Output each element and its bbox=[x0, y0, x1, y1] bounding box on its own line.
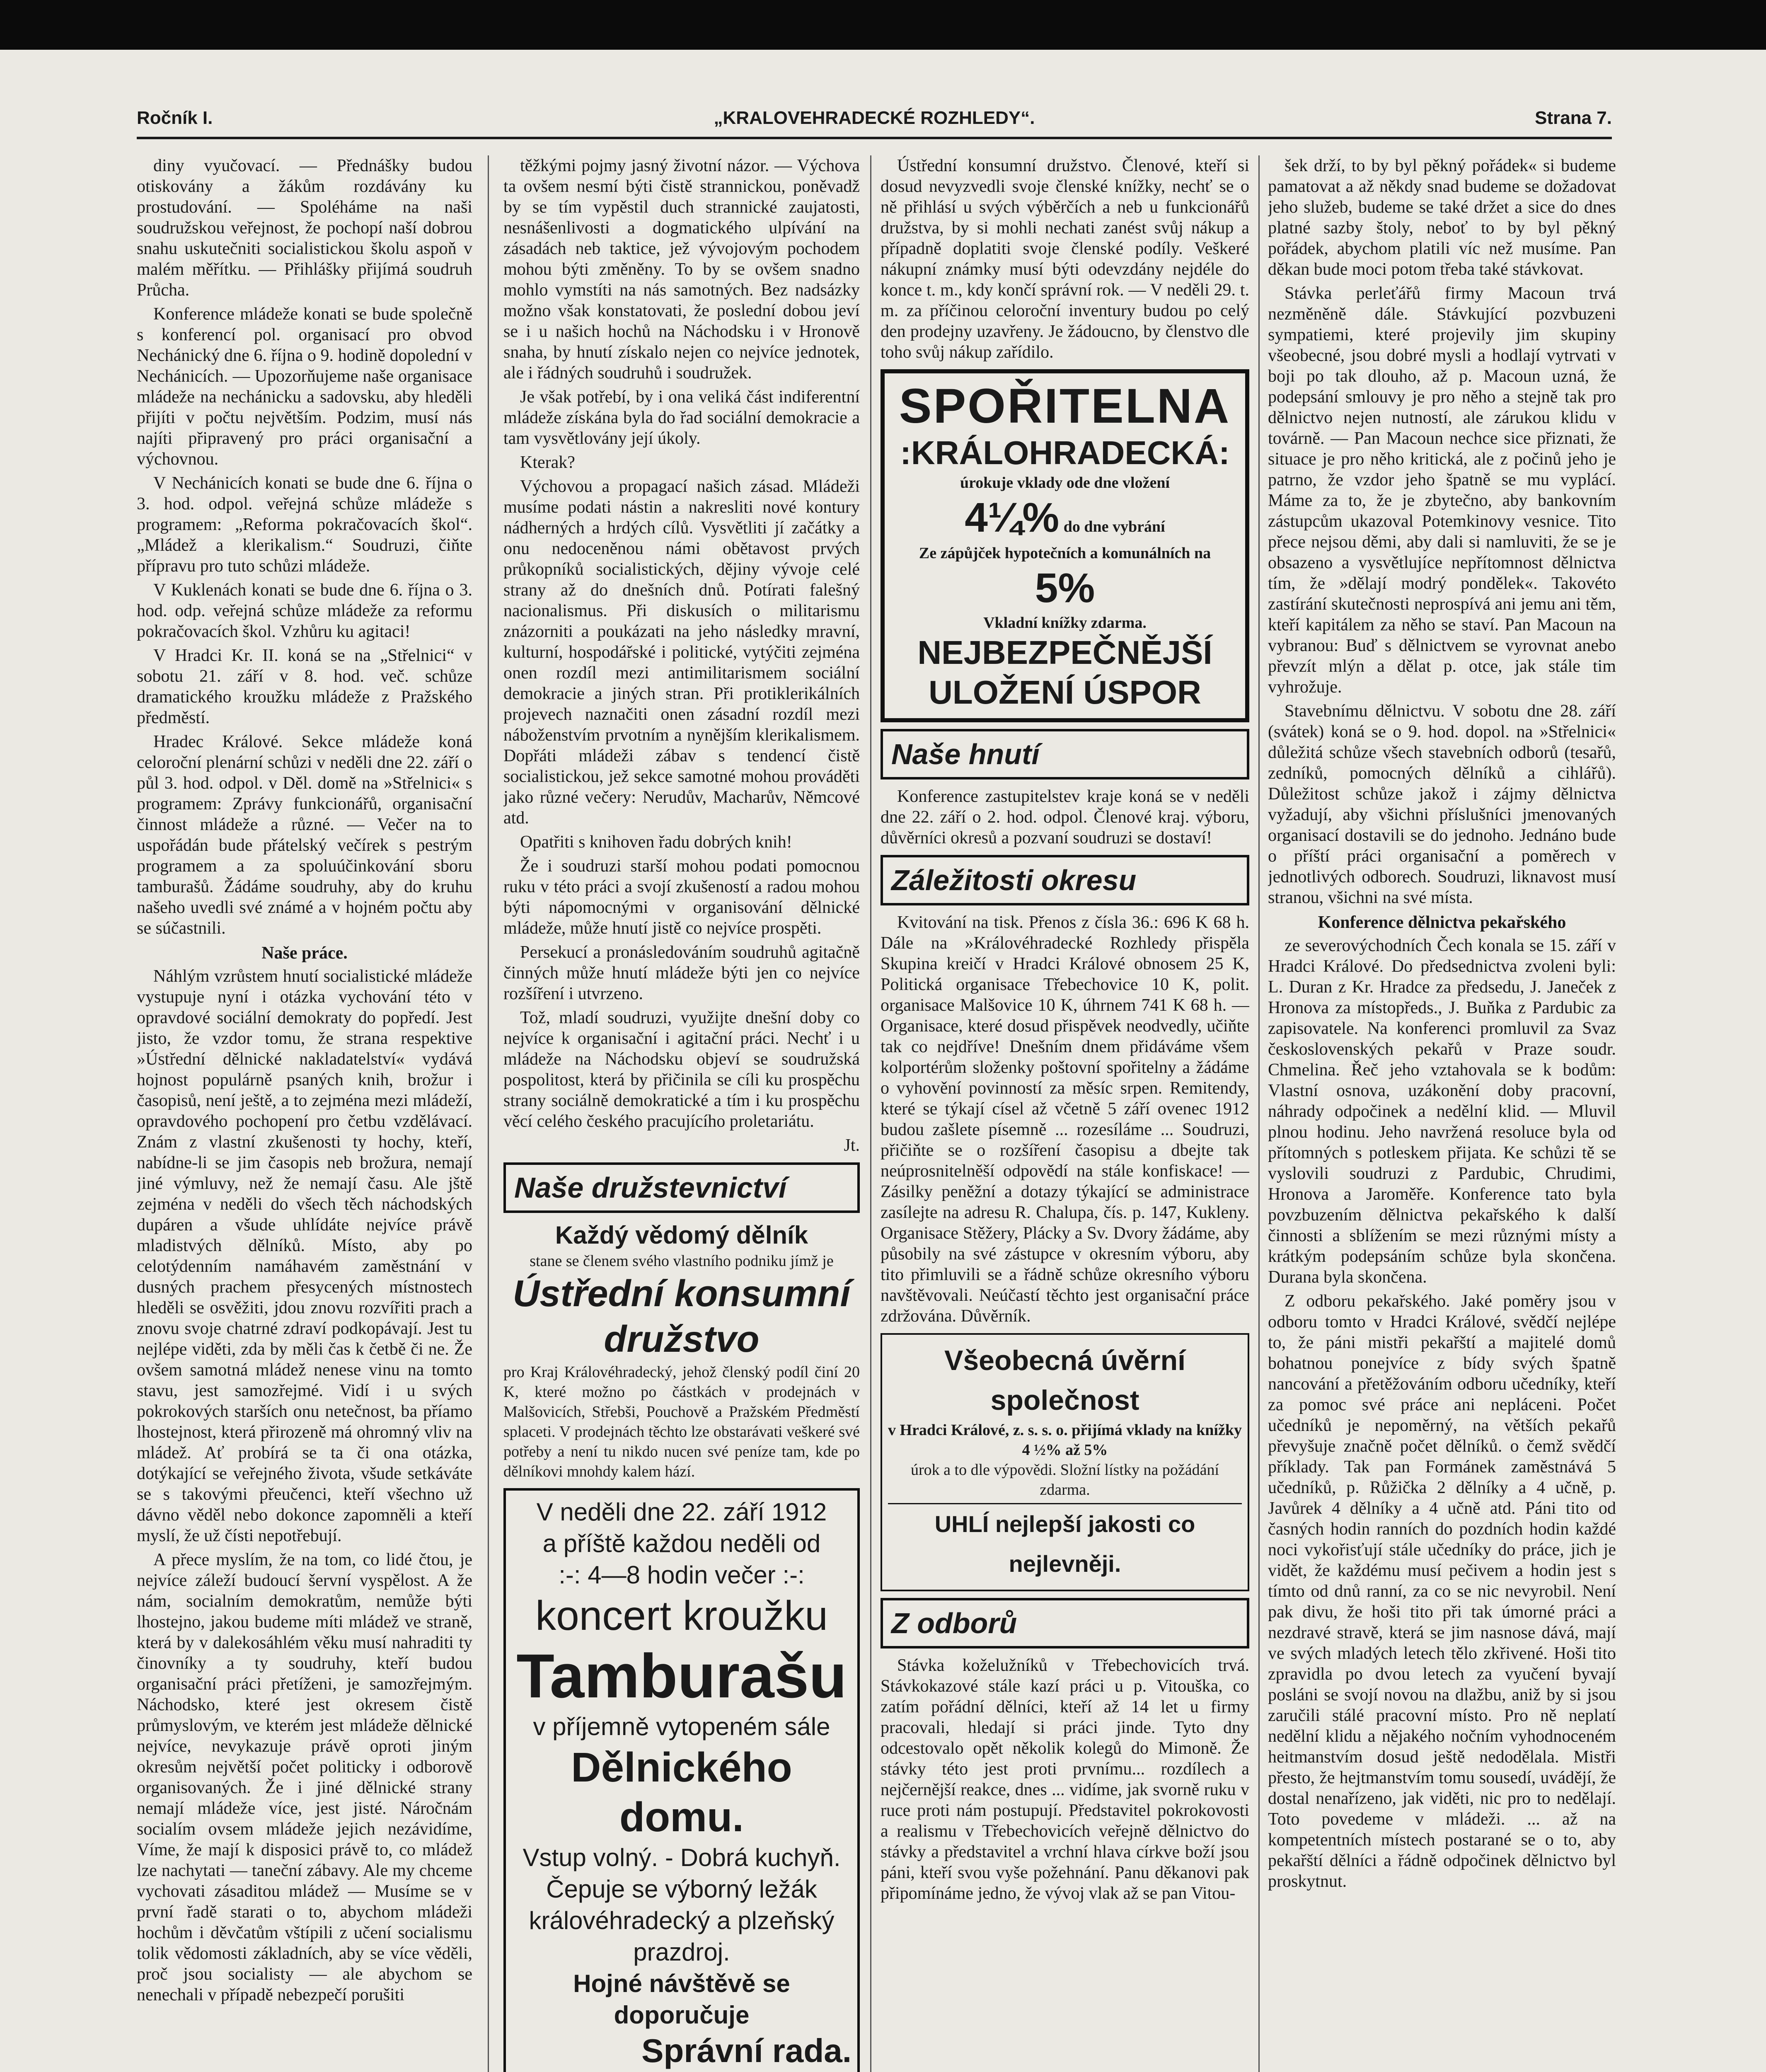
article-paragraph: Náhlým vzrůstem hnutí socialistické mládeže vystupuje nyní i otázka vychování této v opravdové sociální demokraty do popředí. Jest jisto, že vzdor tomu, že strana respektive »Ústřední dělnické nakladatelství« vydává hojnost populárně psaných knih, brožur i časopisů, není ještě, a to zejména mezi mládeží, opravdového pochopení pro četbu vzdělávací. Znám z vlastní zkušenosti ty hochy, kteří, nabídne-li se jim časopis neb brožura, nemají jiné výmluvy, než že nemají času. Ale jště zejména v neděli do všech těch náchodských dupáren a všude uhlídáte nejvíce právě mladistvých dělníků. Místo, aby po celotýdenním namáhavém zaměstnání v dusných prachem přesycených místnostech hleděli se osvěžiti, jdou znovu rozvířiti prach a znovu svoje chatrné zdraví podkopávají. Jest tu nejlépe viděti, zda by měli čas k četbě či ne. Že ovšem samotná mládež nenese vinu na tomto stavu, jest samozřejmé. Vidí i u svých pokrokových starších onu netečnost, ba příamo lhostejnost, která přirozeně má ohromný vliv na mládež. Ať probírá se ta či ona otázka, dotýkající se veřejného života, všude setkáváte se s takovými přeučenci, kteří všechno už dávno věděl nebo dokonce zapomněli a kteří myslí, že už čísti nepotřebují. bbox=[137, 967, 472, 1545]
article-paragraph: V Nechánicích konati se bude dne 6. října o 3. hod. odpol. veřejná schůze mládeže s programem: „Reforma pokračovacích škol“. „Mládež a klerikalism.“ Soudruzi, čiňte přípravu pro tuto schůzi mládeže. bbox=[137, 474, 472, 576]
article-paragraph: Kvitování na tisk. Přenos z čísla 36.: 696 K 68 h. Dále na »Královéhradecké Rozhledy přispěla Skupina kreičí v Hradci Králové obnosem 25 K, Politická organisace Třebechovice 10 K, polit. organisace Malšovice 10 K, úhrnem 741 K 68 h. — Organisace, které dosud přispěvek neodvedly, učiňte tak co nejdříve! Dnešním dnem přidáváme všem kolportérům složenky poštovní spořitelny a žádáme o vyhovění povinností za měsíc srpen. Remitendy, které se týkají císel až včetně 5 září ovenec 1912 budou zašlete písemně ... rozesíláme ... Soudruzi, přičiňte se o rozšíření časopisu a dbejte tak neúprosnitelněší odpovědí na stále konfiskace! — Zásilky peněžní a dotazy týkající se administrace zasílejte na adresu R. Chalupa, čís. p. 147, Kukleny. Organisace Stěžery, Plácky a Sv. Dvory žádáme, aby působily na své zástupce v okresním výboru, aby tito přimluvili se a řádně schůze okresního výboru navštěvovali. Neúčastí těchto jest organisační práce zdržována. Důvěrník. bbox=[881, 913, 1249, 1326]
article-paragraph: Stávka koželužníků v Třebechovicích trvá. Stávkokazové stále kazí práci u p. Vitouška, co zatím pořádní dělníci, kteří až 14 let u firmy pracovali, hledají si práci jinde. Tyto dny odcestovalo opět několik kolegů do Mimoně. Že stávky této jest proti prvnímu... rozdílech a nejčernější reakce, dnes ... vidíme, jak svorně ruku v ruce proti nám postupují. Představitel pokrokovosti a realismu v Třebechovicích veřejně dělnictvo do stávky a představitel a vrchní hlava církve boží jsou páni, kteří svou vyše požehnání. Panu děkanovi pak připomínáme jedno, že vývoj vlak až se pan Vitou- bbox=[881, 1656, 1249, 1903]
article-signature: Jt. bbox=[844, 1136, 860, 1155]
advert-line: stane se členem svého vlastního podniku jímž je bbox=[530, 1252, 834, 1270]
column-3 bbox=[881, 155, 1249, 2072]
article-paragraph: Výchovou a propagací našich zásad. Mládeži musíme podati nástin a nakresliti nové kontury nádherných a hrdých cílů. Vysvětliti jí začátky a onu nedoceněnou námi obětavost prvých průkopníků socialistických, dějiny vývoje celé strany až do dnešních dnů. Potírati falešný nacionalismus. Při diskusích o militarismu znázorniti a poukázati na jeho následky mravní, kulturní, hospodářské i politické, vytýčiti zejména onen rozdíl mezi antimilitarismem sociální demokracie a jiných stran. Při protiklerikálních projevech naznačiti onen zásadní rozdíl mezi náboženstvím prvotním a nynějším klerikalismem. Dopřáti mládeži zábav s tendencí čistě socialistickou, jež sekce samotné mohou prováděti jako různé večery: Nerudův, Macharův, Němcové atd. bbox=[503, 477, 860, 828]
scan-top-border bbox=[0, 0, 1766, 50]
section-header-movement: Naše hnutí bbox=[881, 729, 1249, 779]
article-paragraph: šek drží, to by byl pěkný pořádek« si budeme pamatovat a až někdy snad budeme se dožadovat jeho služeb, budeme se také držet a sice do dnes platné sazby štoly, neboť to by byl pěkný pořádek, abychom platili víc než musíme. Pan děkan bude moci potom třeba také stávkovat. bbox=[1268, 156, 1616, 279]
advert-line: Vstup volný. - Dobrá kuchyň. bbox=[523, 1844, 841, 1871]
page-header bbox=[137, 104, 1612, 141]
advert-signature: Správní rada. bbox=[641, 2032, 852, 2069]
advert-credit-society bbox=[881, 1333, 1249, 1591]
article-paragraph: A přece myslím, že na tom, co lidé čtou, je nejvíce záleží budoucí šervní vyspělost. A že nám, socialním demokratům, nemůže býti lhostejno, jakou budeme míti mládež ve straně, která by v dalekosáhlém věku musí nahraditi ty činovníky a ty soudruhy, kteří budou organisační práci přetíženi, je samozřejmým. Náchodsko, které jest okresem čistě průmyslovým, ve kterém jest mládeže dělnické nejvíce, nevykazuje právě oproti jiným okresům největší počet politicky i odborově organisovaných. Že i jiné dělnické strany nemají mládeže více, jest jisté. Náročnám socialím ovsem mládeže jejich nezávidíme, Víme, že mají k disposici právě to, co mládež lze nachytati — taneční zábavy. Ale my chceme vychovati zásaditou mládež — Musíme se v první řadě starati o to, abychom mládeži hochům i děvčatům vštípili z učení socialismu tolik vědomosti základních, aby se více věděli, proč jsou socialisty — ale abychom se nenechali v případě nebezpečí porušiti bbox=[137, 1550, 472, 2004]
article-paragraph: V Kuklenách konati se bude dne 6. října o 3. hod. odp. veřejná schůze mládeže za reformu pokračovacích škol. Vzhůru ku agitaci! bbox=[137, 581, 472, 641]
article-paragraph: diny vyučovací. — Přednášky budou otiskovány a žákům rozdávány ku prostudování. — Spoléháme na naši soudružskou veřejnost, že pochopí naší dobrou snahu uskutečniti socialistickou školu aspoň v malém měřítku. — Přihlášky přijímá soudruh Průcha. bbox=[137, 156, 472, 300]
advert-slogan: ULOŽENÍ ÚSPOR bbox=[929, 674, 1201, 711]
advert-line: Vkladní knížky zdarma. bbox=[983, 614, 1147, 632]
advert-body: pro Kraj Královéhradecký, jehož členský podíl činí 20 K, které možno po částkách v prodejnách v Malšovicích, Střebši, Pouchově a Pražském Předměstí splaceti. V prodejnách těchto lze obstarávati veškeré své potřeby a není tu nikdo nucen své peníze tam, kde po dělníkovi mnohdy kalem hází. bbox=[503, 1363, 860, 1480]
advert-line: Čepuje se výborný ležák královéhradecký a plzeňský prazdroj. bbox=[529, 1875, 835, 1966]
advert-brand: Ústřední konsumní družstvo bbox=[513, 1273, 851, 1360]
article-paragraph: Konference zastupitelstev kraje koná se v neděli dne 22. září o 2. hod. odpol. Členové kraj. výboru, důvěrníci okresů a pozvaní soudruzi se dostaví! bbox=[881, 787, 1249, 847]
article-paragraph: Z odboru pekařského. Jaké poměry jsou v odboru tomto v Hradci Králové, svědčí nejlépe to, že páni mistři pekařští a majitelé domů bohatnou ponejvíce z bídy svých špatně nancování a přetěžováním odboru učedníky, kteří za pomoc své práce ani nepláceni. Počet učedníků je nepoměrný, na větších pekařů převyšuje značně počet dělníků. o čemž svědčí příklady. Tak pan Formánek zaměstnává 5 učedníků, p. Růžička 2 dělníky a 4 učně, p. Javůrek 4 dělníky a 4 učně atd. Páni tito od časných hodin ranních do pozdních hodin každé noci vykořisťují stále učedníky do práce, jich je vidět, že každému musí pečivem a hodin jest s tímto od dnů ranní, za co se nic nevyrobil. Není pak divu, že hoši tito při tak úmorné práci a nezdravé stravě, která se jim nasnose dává, mají ve svých mladých letech tělo zkřivené. Hoši tito zpravidla po dvou letech za vyučení byvají posláni se svojí novou na dlažbu, aniž by si jsou zaručili stálé pracovní místo. Pro ně neplatí nedělní klidu a nějakého nočním vyhodnoceném heitmanstvím dosud ještě nedodělala. Mistři přesto, že hejtmanstvím tomu sousedí, uvádějí, že dostal nenařízeno, jak viděti, nic pro to nedělají. Toto povedeme v mládeži. ... až na kompetentních místech postarané se o to, aby pekařští dělníci a řádně odpočinek dělnictvo byl proskytnut. bbox=[1268, 1292, 1616, 1891]
header-rule bbox=[137, 137, 1612, 139]
advert-title: Každý vědomý dělník bbox=[555, 1221, 808, 1249]
article-paragraph: Kterak? bbox=[520, 453, 575, 472]
article-paragraph: Opatřiti s knihoven řadu dobrých knih! bbox=[520, 833, 792, 852]
advert-line: Ze zápůjček hypotečních a komunálních na bbox=[919, 545, 1211, 562]
advert-line: do dne vybrání bbox=[1063, 518, 1165, 535]
advert-title: Všeobecná úvěrní společnost bbox=[944, 1345, 1186, 1416]
advert-line: Dělnického domu. bbox=[571, 1744, 792, 1840]
column-2 bbox=[503, 155, 860, 2072]
article-paragraph: Hradec Králové. Sekce mládeže koná celoroční plenární schůzi v neděli dne 22. září o půl 3. hod. odpol. v Děl. domě na »Střelnici« s programem: Zprávy funkcionářů, organisační činnost mládeže a různé. — Večer na to uspořádán bude přátelský večírek s pestrým programem a za spoluúčinkování sboru tamburašů. Žádáme soudruhy, aby do kruhu našeho uvedli své známé a v hojném počtu aby se súčastnili. bbox=[137, 732, 472, 938]
advert-consumer-cooperative bbox=[503, 1220, 860, 1481]
interest-rate: 4¼% bbox=[965, 494, 1060, 541]
advert-line: úrokuje vklady ode dne vložení bbox=[960, 474, 1170, 491]
article-paragraph: Ústřední konsumní družstvo. Členové, kteří si dosud nevyzvedli svoje členské knížky, nechť se o ně přihlásí u svých výběrčích a neb u funkcionářů družstva, by si mohli nechati zanést svůj nákup a případně doplatiti svoje členské podíly. Veškeré nákupní známky musí býti odevzdány nejdéle do konce t. m., kdy končí správní rok. — V neděli 29. t. m. za příčinou celoroční inventury budou po celý den prodejny uzavřeny. Je žádoucno, by členstvo dle toho svůj nákup zařídilo. bbox=[881, 156, 1249, 362]
advert-concert bbox=[503, 1488, 860, 2072]
article-paragraph: Je však potřebí, by i ona veliká část indiferentní mládeže získána byla do řad sociální demokracie a tam vysvětlovány její úkoly. bbox=[503, 387, 860, 448]
article-heading: Naše práce. bbox=[261, 944, 348, 963]
column-divider bbox=[1258, 155, 1260, 2072]
advert-headline: Tamburašu bbox=[516, 1641, 847, 1711]
article-paragraph: Že i soudruzi starší mohou podati pomocnou ruku v této práci a svojí zkušeností a radou mohou býti nápomocnými v organisování dělnické mládeže, může hnutí jistě co nejvíce prospěti. bbox=[503, 857, 860, 938]
advert-line: V neděli dne 22. září 1912 bbox=[536, 1498, 827, 1526]
advert-line: úrok a to dle výpovědi. Složní lístky na požádání zdarma. bbox=[910, 1461, 1219, 1498]
section-header-district: Záležitosti okresu bbox=[881, 855, 1249, 905]
advert-line: Hojné návštěvě se doporučuje bbox=[573, 1970, 790, 2029]
bank-subtitle: :KRÁLOHRADECKÁ: bbox=[900, 434, 1230, 471]
volume-label: Ročník I. bbox=[137, 108, 213, 128]
section-header-cooperatives: Naše družstevnictví bbox=[503, 1162, 860, 1213]
advert-line: a příště každou neděli od bbox=[542, 1530, 821, 1557]
newspaper-title: „KRALOVEHRADECKÉ ROZHLEDY“. bbox=[714, 108, 1035, 128]
column-divider bbox=[488, 155, 489, 2072]
advert-line: v Hradci Králové, z. s. s. o. přijímá vklady na knížky 4 ½% až 5% bbox=[888, 1421, 1242, 1459]
advert-slogan: NEJBEZPEČNĚJŠÍ bbox=[917, 634, 1212, 671]
section-header-unions: Z odborů bbox=[881, 1598, 1249, 1648]
article-paragraph: V Hradci Kr. II. koná se na „Střelnici“ v sobotu 21. září v 8. hod. več. schůze dramatického kroužku mládeže z Pražského předměstí. bbox=[137, 646, 472, 727]
article-heading: Konference dělnictva pekařského bbox=[1318, 913, 1566, 932]
column-1 bbox=[137, 155, 472, 2072]
column-divider bbox=[870, 155, 871, 2072]
interest-rate: 5% bbox=[1035, 565, 1095, 611]
article-paragraph: Stavebnímu dělnictvu. V sobotu dne 28. září (svátek) koná se o 9. hod. dopol. na »Střelnici« důležitá schůze všech stavebních odborů (tesařů, zedníků, pomocných dělníků a cihlářů). Důležitost schůze jakož i zájmy dělnictva vyžadují, aby všichni příslušníci jmenovaných organisací dostavili se do jednoho. Jednáno bude o příští práci organisační a poměrech v jednotlivých odborech. Soudruzi, liknavost musí stranou, všichni na své místa. bbox=[1268, 702, 1616, 907]
advert-savings-bank bbox=[881, 369, 1249, 722]
article-paragraph: ze severovýchodních Čech konala se 15. září v Hradci Králové. Do předsednictva zvoleni byli: L. Duran z Kr. Hradce za předsedu, J. Janeček z Hronova za místopředs., J. Buňka z Pardubic za zapisovatele. Na konferenci promluvil za Svaz československých pekařů v Praze soudr. Chmelina. Řeč jeho vztahovala se k bodům: Vlastní osnova, uzákonění doby pracovní, náhrady odpočinek a nedělní klid. — Mluvil plnou hodinu. Jeho navržená resoluce byla od přítomných s potleskem přijata. Ke schůzi tě se vyslovili soudruzi z Pardubic, Chrudimi, Hronova a Jaroměře. Konference tato byla povzbuzením dělnictva pekařského k další činnosti a sblížením se mezi různými místy a krátkým podepsáním schůze byla skončena. Durana byla skončena. bbox=[1268, 936, 1616, 1287]
advert-line: :-: 4—8 hodin večer :-: bbox=[559, 1561, 805, 1589]
article-paragraph: Konference mládeže konati se bude společně s konferencí pol. organisací pro obvod Nechánický dne 6. října o 9. hodině dopolední v Nechánicích. — Upozorňujeme naše organisace mládeže na nechánicku a sadovsku, aby hleděli přijíti v počtu největším. Podzim, musí nás najíti připravený pro práci organisační a výchovnou. bbox=[137, 305, 472, 469]
article-paragraph: těžkými pojmy jasný životní názor. — Výchova ta ovšem nesmí býti čistě strannickou, poněvadž by se tím vypěstil duch strannické zaujatosti, nesnášenlivosti a dogmatického ulpívání na zásadách neb taktice, jež vývojovým pochodem mohou býti změněny. To by se ovšem snadno mohlo vymstíti na nás samotných. Bez nadsázky možno však konstatovati, že poslední dobou jeví se i u našich hochů na Náchodsku i v Hronově snaha, by hnutí získalo nejen co nejvíce jednotek, ale i řádných soudruhů i soudružek. bbox=[503, 156, 860, 382]
article-paragraph: Stávka perleťářů firmy Macoun trvá nezměněně dále. Stávkující pozvbuzeni sympatiemi, které projevily jim skupiny všeobecné, jsou dobré mysli a hodlají vytrvati v boji po tak dlouho, až p. Macoun uzná, že podepsání smlouvy je pro něho a stejně tak pro dělnictvo nejen nutností, ale zárukou klidu v továrně. — Pan Macoun nechce sice přiznati, že situace je pro něho kritická, ale z počinů jeho je patrno, že vzdor jeho špatně se mu vyplácí. Máme za to, že je zbytečno, aby bankovním zástupcům ukazoval Potemkinovy vesnice. Tito přece nejsou děmi, aby dali si namluviti, že se je obsazeno a vysvětlujíce nepřítomnost dělnictva tím, že »dělají modrý pondělek«. Takovéto zastírání skutečnosti neprospívá ani jemu ani těm, kteří kapitálem za něho se staví. Pan Macoun na vybranou: Buď s dělnictvem se vyrovnat anebo převzít mlýn a dělat p. otce, jak stále tim vyhrožuje. bbox=[1268, 284, 1616, 697]
article-paragraph: Tož, mladí soudruzi, využijte dnešní doby co nejvíce k organisační i agitační práci. Nechť i u mládeže na Náchodsku objeví se soudružská pospolitost, která by přičinila se cíli ku prospěchu strany sociálně demokratické a tím i ku prospěchu věcí celého českého pracujícího proletariátu. bbox=[503, 1008, 860, 1131]
column-4 bbox=[1268, 155, 1616, 2072]
article-paragraph: Persekucí a pronásledováním soudruhů agitačně činných může hnutí mládeže býti jen co nejvíce rozšíření i utvrzeno. bbox=[503, 943, 860, 1003]
bank-name: SPOŘITELNA bbox=[899, 379, 1231, 433]
page-number: Strana 7. bbox=[1535, 108, 1612, 128]
advert-line: v příjemně vytopeném sále bbox=[533, 1713, 830, 1740]
advert-line: koncert kroužku bbox=[535, 1593, 828, 1639]
advert-coal: UHLÍ nejlepší jakosti co nejlevněji. bbox=[888, 1503, 1242, 1584]
